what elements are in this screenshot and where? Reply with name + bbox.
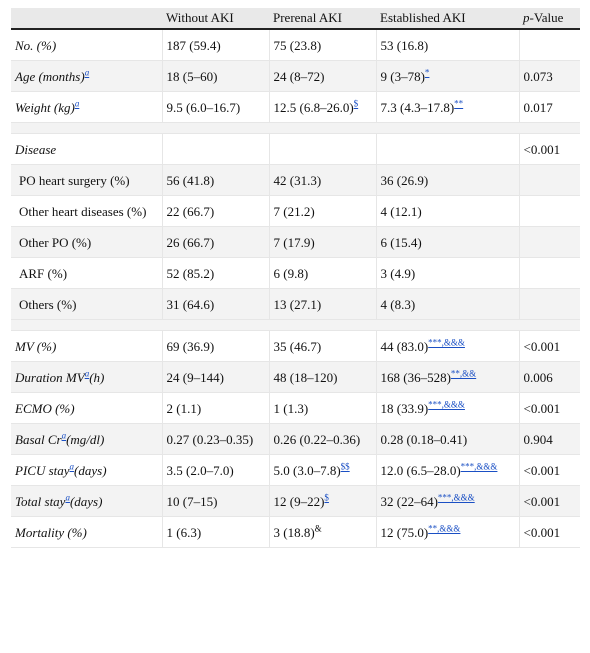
cell-prerenal-aki: 75 (23.8): [269, 29, 376, 61]
cell-p-value: <0.001: [519, 517, 580, 548]
label-unit: (mg/dl): [66, 432, 105, 447]
cell-prerenal-aki: 48 (18–120): [269, 362, 376, 393]
row-other-heart-diseases: [11, 196, 580, 227]
cell-value: 12.5 (6.8–26.0): [273, 100, 354, 115]
footnote-link[interactable]: a: [84, 67, 90, 78]
label-text: Total stay: [15, 494, 66, 509]
row-label: ECMO (%): [11, 393, 162, 424]
cell-p-value: [519, 258, 580, 289]
row-label: Mortality (%): [11, 517, 162, 548]
cell-p-value: <0.001: [519, 393, 580, 424]
footnote-link[interactable]: ***,&&&: [437, 492, 475, 503]
cell-established-aki: [376, 517, 519, 548]
cell-value: 7.3 (4.3–17.8): [380, 100, 455, 115]
label-text: PICU stay: [15, 463, 70, 478]
cell-established-aki: [376, 331, 519, 362]
row-label: [11, 486, 162, 517]
cell-value: 18 (33.9): [380, 401, 429, 416]
cell-prerenal-aki: 35 (46.7): [269, 331, 376, 362]
cell-established-aki: [376, 61, 519, 92]
row-label: Others (%): [11, 289, 162, 320]
cell-value: 168 (36–528): [380, 370, 451, 385]
cell-without-aki: 1 (6.3): [162, 517, 269, 548]
cell-p-value: 0.017: [519, 92, 580, 123]
cell-without-aki: 0.27 (0.23–0.35): [162, 424, 269, 455]
cell-without-aki: 9.5 (6.0–16.7): [162, 92, 269, 123]
row-label: [11, 362, 162, 393]
row-label: PO heart surgery (%): [11, 165, 162, 196]
header-without-aki: Without AKI: [162, 8, 269, 29]
cell-established-aki: 53 (16.8): [376, 29, 519, 61]
cell-value: 12.0 (6.5–28.0): [380, 463, 461, 478]
cell-p-value: <0.001: [519, 486, 580, 517]
spacer-row: [11, 320, 580, 331]
footnote-link[interactable]: **,&&: [450, 368, 477, 379]
cell-prerenal-aki: 7 (21.2): [269, 196, 376, 227]
cell-established-aki: [376, 92, 519, 123]
cell-p-value: <0.001: [519, 455, 580, 486]
row-picu-stay: [11, 455, 580, 486]
cell-prerenal-aki: [269, 134, 376, 165]
footnote-link[interactable]: $$: [340, 461, 350, 472]
cell-p-value: [519, 29, 580, 61]
cell-without-aki: 3.5 (2.0–7.0): [162, 455, 269, 486]
results-table: [11, 8, 580, 548]
cell-value: 12 (75.0): [380, 525, 429, 540]
cell-prerenal-aki: 24 (8–72): [269, 61, 376, 92]
cell-p-value: 0.904: [519, 424, 580, 455]
cell-prerenal-aki: [269, 455, 376, 486]
p-letter: p: [523, 10, 530, 25]
cell-p-value: <0.001: [519, 331, 580, 362]
cell-prerenal-aki: 7 (17.9): [269, 227, 376, 258]
footnote-link[interactable]: $: [353, 98, 359, 109]
cell-prerenal-aki: [269, 486, 376, 517]
cell-without-aki: 56 (41.8): [162, 165, 269, 196]
cell-established-aki: [376, 393, 519, 424]
footnote-link[interactable]: a: [65, 492, 70, 503]
footnote-link[interactable]: $: [324, 492, 329, 503]
cell-without-aki: 22 (66.7): [162, 196, 269, 227]
label-text: Age (months): [15, 69, 85, 84]
cell-without-aki: 18 (5–60): [162, 61, 269, 92]
cell-p-value: [519, 165, 580, 196]
cell-prerenal-aki: 6 (9.8): [269, 258, 376, 289]
cell-value: 3 (18.8): [273, 525, 315, 540]
cell-without-aki: 26 (66.7): [162, 227, 269, 258]
cell-established-aki: 0.28 (0.18–0.41): [376, 424, 519, 455]
footnote-link[interactable]: *: [424, 67, 430, 78]
cell-without-aki: 31 (64.6): [162, 289, 269, 320]
footnote-link[interactable]: **,&&&: [428, 523, 461, 534]
row-ecmo: [11, 393, 580, 424]
cell-p-value: [519, 289, 580, 320]
row-arf: [11, 258, 580, 289]
cell-p-value: [519, 227, 580, 258]
cell-without-aki: 187 (59.4): [162, 29, 269, 61]
cell-established-aki: [376, 134, 519, 165]
cell-prerenal-aki: 0.26 (0.22–0.36): [269, 424, 376, 455]
row-label: [11, 61, 162, 92]
row-total-stay: [11, 486, 580, 517]
row-label: [11, 455, 162, 486]
footnote-link[interactable]: **: [454, 98, 464, 109]
footnote-link[interactable]: a: [61, 430, 67, 441]
label-text: Weight (kg): [15, 100, 75, 115]
row-label: ARF (%): [11, 258, 162, 289]
cell-established-aki: 4 (12.1): [376, 196, 519, 227]
cell-p-value: 0.006: [519, 362, 580, 393]
cell-without-aki: 10 (7–15): [162, 486, 269, 517]
row-basal-cr: [11, 424, 580, 455]
footnote-link[interactable]: a: [84, 368, 90, 379]
label-text: Basal Cr: [15, 432, 62, 447]
row-label: Disease: [11, 134, 162, 165]
row-age: [11, 61, 580, 92]
cell-established-aki: 36 (26.9): [376, 165, 519, 196]
cell-without-aki: 69 (36.9): [162, 331, 269, 362]
footnote-mark: &: [314, 523, 322, 534]
row-po-heart-surgery: [11, 165, 580, 196]
cell-prerenal-aki: 1 (1.3): [269, 393, 376, 424]
footnote-link[interactable]: ***,&&&: [460, 461, 498, 472]
cell-prerenal-aki: 42 (31.3): [269, 165, 376, 196]
cell-value: 12 (9–22): [273, 494, 325, 509]
cell-prerenal-aki: 13 (27.1): [269, 289, 376, 320]
p-suffix: -Value: [529, 10, 564, 25]
row-weight: [11, 92, 580, 123]
cell-without-aki: 52 (85.2): [162, 258, 269, 289]
row-mv: [11, 331, 580, 362]
row-label: MV (%): [11, 331, 162, 362]
cell-p-value: <0.001: [519, 134, 580, 165]
label-text: Duration MV: [15, 370, 85, 385]
header-established-aki: Established AKI: [376, 8, 519, 29]
cell-established-aki: [376, 455, 519, 486]
cell-value: 44 (83.0): [380, 339, 429, 354]
cell-established-aki: 3 (4.9): [376, 258, 519, 289]
cell-p-value: [519, 196, 580, 227]
row-label: Other heart diseases (%): [11, 196, 162, 227]
cell-without-aki: 24 (9–144): [162, 362, 269, 393]
cell-value: 32 (22–64): [380, 494, 438, 509]
cell-established-aki: [376, 486, 519, 517]
cell-p-value: 0.073: [519, 61, 580, 92]
row-other-po: [11, 227, 580, 258]
row-mortality: [11, 517, 580, 548]
footnote-link[interactable]: a: [74, 98, 80, 109]
spacer-row: [11, 123, 580, 134]
cell-prerenal-aki: [269, 517, 376, 548]
row-duration-mv: [11, 362, 580, 393]
footnote-link[interactable]: a: [69, 461, 75, 472]
row-disease: [11, 134, 580, 165]
cell-without-aki: [162, 134, 269, 165]
cell-prerenal-aki: [269, 92, 376, 123]
cell-established-aki: [376, 362, 519, 393]
header-p-value: [519, 8, 580, 29]
footnote-link[interactable]: ***,&&&: [428, 337, 465, 348]
cell-established-aki: 4 (8.3): [376, 289, 519, 320]
cell-established-aki: 6 (15.4): [376, 227, 519, 258]
row-label: [11, 424, 162, 455]
cell-value: 5.0 (3.0–7.8): [273, 463, 341, 478]
label-unit: (days): [74, 463, 107, 478]
row-label: No. (%): [11, 29, 162, 61]
results-table-container: [11, 8, 580, 548]
label-unit: (days): [69, 494, 103, 509]
header-prerenal-aki: Prerenal AKI: [269, 8, 376, 29]
header-blank: [11, 8, 162, 29]
header-row: [11, 8, 580, 29]
label-unit: (h): [89, 370, 105, 385]
footnote-link[interactable]: ***,&&&: [428, 399, 465, 410]
cell-value: 9 (3–78): [380, 69, 425, 84]
row-label: Other PO (%): [11, 227, 162, 258]
row-others: [11, 289, 580, 320]
row-no: [11, 29, 580, 61]
cell-without-aki: 2 (1.1): [162, 393, 269, 424]
row-label: [11, 92, 162, 123]
